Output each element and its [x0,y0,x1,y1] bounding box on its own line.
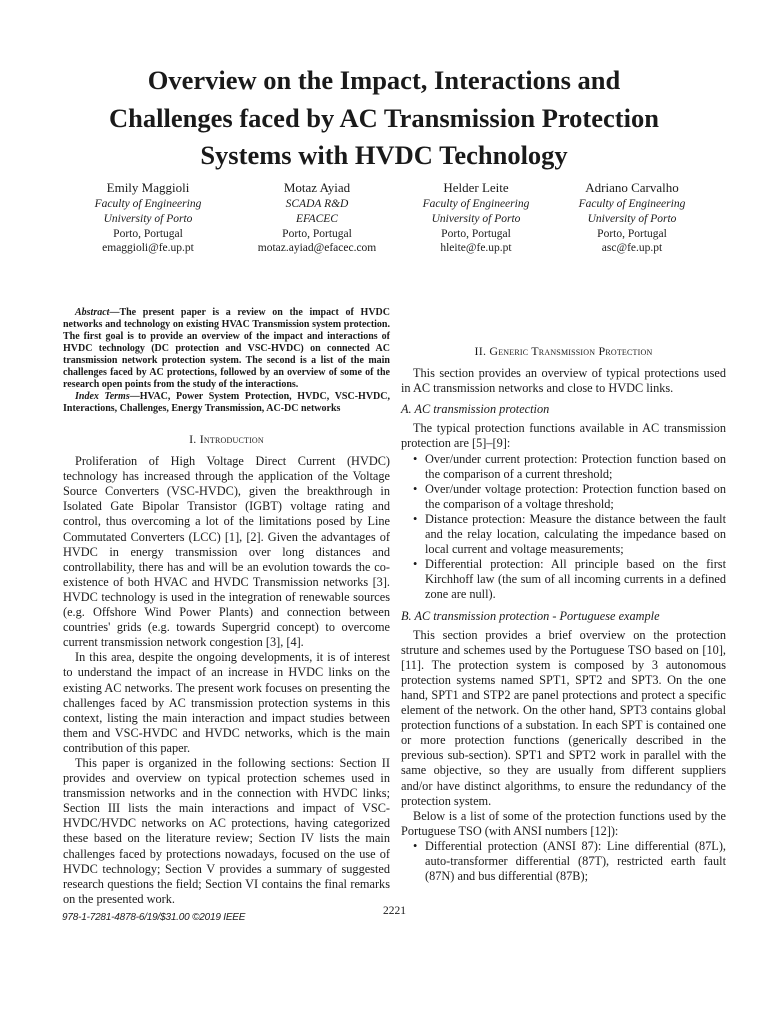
list-item: • Over/under voltage protection: Protection function based on the comparison of a voltage threshold; [425,482,726,512]
paragraph: This section provides a brief overview on the protection struture and schemes used by the Portuguese TSO based on [10], [11]. The protection system is composed by 3 autonomous protection systems named SPT1, SPT2 and SPT3. On the one hand, SPT1 and STP2 are panel protections and protect a specific element of the network. On the other hand, SPT3 contains global protection functions of a substation. In each SPT is contained one or more protection functions (generically described in the previous sub-section). SPT1 and SPT2 work in parallel with the same objective, so they are usually from different suppliers and/or have distinct algorithms, to ensure the redundancy of the protection system. [401,627,726,808]
author-block [232,180,402,256]
author-email: emaggioli@fe.up.pt [102,242,194,255]
author-institution: University of Porto [587,212,677,225]
author-org: SCADA R&D [285,198,349,210]
list-item: • Differential protection (ANSI 87): Line differential (87L), auto-transformer differential (87T), restricted earth fault (87N) and bus differential (87B); [425,839,726,884]
author-email: motaz.ayiad@efacec.com [257,242,377,255]
section-number: II. [474,344,487,358]
author-email: hleite@fe.up.pt [440,242,512,255]
index-terms-label: Index Terms [75,391,130,402]
left-column [63,307,390,907]
index-terms [63,391,390,415]
paragraph: In this area, despite the ongoing developments, it is of interest to understand the impact of an increase in HVDC links on the existing AC networks. The present work focuses on presenting the challenges faced by AC transmission protection systems in this context, listing the main interaction and impact studies between them and VSC-HVDC and HVDC networks, which is the main contribution of this paper. [63,650,390,755]
author-location: Porto, Portugal [282,227,352,240]
author-org: Faculty of Engineering [578,198,686,210]
index-terms-text: —HVAC, Power System Protection, HVDC, VSC-HVDC, Interactions, Challenges, Energy Transmission, AC-DC networks [63,391,390,414]
list-item: • Over/under current protection: Protection function based on the comparison of a current threshold; [425,452,726,482]
abstract [63,307,390,391]
list-item: • Differential protection: All principle based on the first Kirchhoff law (the sum of all incoming currents in a defined zone are null). [425,557,726,602]
section-title: Introduction [199,432,264,446]
paper-title [40,62,728,175]
author-institution: University of Porto [103,212,193,225]
author-name: Adriano Carvalho [585,180,679,195]
copyright-notice: 978-1-7281-4878-6/19/$31.00 ©2019 IEEE [62,912,246,923]
author-name: Motaz Ayiad [283,180,351,195]
page-number: 2221 [383,905,406,917]
paragraph: The typical protection functions available in AC transmission protection are [5]–[9]: [401,421,726,451]
list-item: • Distance protection: Measure the distance between the fault and the relay location, calculating the impedance based on local current and voltage measurements; [425,512,726,557]
author-block [391,180,561,256]
author-location: Porto, Portugal [441,227,511,240]
author-location: Porto, Portugal [597,227,667,240]
paragraph: This paper is organized in the following sections: Section II provides and overview on typical protection schemes used in transmission networks and in the connection with HVDC links; Section III lists the main interactions and impact of VSC-HVDC/HVDC networks on AC protections, having categorized these based on the literature review; Section IV lists the main challenges faced by protections nowadays, focused on the use of HVDC technology; Section V provides a summary of suggested research questions the field; Section VI contains the final remarks on the presented work. [63,755,390,906]
section-heading [401,344,726,359]
author-org: Faculty of Engineering [422,198,530,210]
abstract-text: —The present paper is a review on the impact of HVDC networks and technology on existing HVAC Transmission system protection. The first goal is to provide an overview of the impact and interactions of HVDC technology (DC protection and VSC-HVDC) on connected AC transmission network protection system. The second is a list of the main challenges faced by AC protections, followed by an overview of some of the research open points from the study of the interactions. [63,307,390,390]
author-institution: EFACEC [296,212,338,225]
bullet-list [401,839,726,884]
paragraph: Proliferation of High Voltage Direct Current (HVDC) technology has increased through the application of the Voltage Source Converters (VSC-HVDC), given the breakthrough in Isolated Gate Bipolar Transistor (IGBT) voltage rating and control, thus overcoming a lot of the limitations posed by Line Commutated Converters (LCC) [1], [2]. Given the advantages of HVDC in energy transmission over long distances and controllability, there has and will be an evolution towards the co-existence of both HVAC and HVDC Transmission networks [3]. HVDC technology is used in the integration of renewable sources (e.g. Offshore Wind Power Plants) and connection between countries' grids (e.g. towards Supergrid concept) to overcome current transmission network congestion [3], [4]. [63,454,390,650]
section-number: I. [189,432,197,446]
author-block [63,180,233,256]
author-name: Helder Leite [443,180,509,195]
abstract-label: Abstract [75,307,110,318]
title-line: Systems with HVDC Technology [200,140,568,170]
right-column [401,307,726,884]
subsection-heading: B. AC transmission protection - Portuguese example [401,608,660,623]
author-name: Emily Maggioli [106,180,190,195]
author-institution: University of Porto [431,212,521,225]
title-line: Overview on the Impact, Interactions and [147,65,621,95]
author-location: Porto, Portugal [113,227,183,240]
title-line: Challenges faced by AC Transmission Protection [109,102,659,133]
section-heading [63,432,390,447]
paragraph: This section provides an overview of typical protections used in AC transmission networks and close to HVDC links. [401,366,726,396]
section-title: Generic Transmission Protection [489,344,653,358]
author-org: Faculty of Engineering [94,198,202,210]
paragraph: Below is a list of some of the protection functions used by the Portuguese TSO (with ANSI numbers [12]): [401,808,726,838]
subsection-heading: A. AC transmission protection [401,402,550,417]
bullet-list [401,452,726,603]
author-email: asc@fe.up.pt [601,242,663,255]
author-block [547,180,717,256]
